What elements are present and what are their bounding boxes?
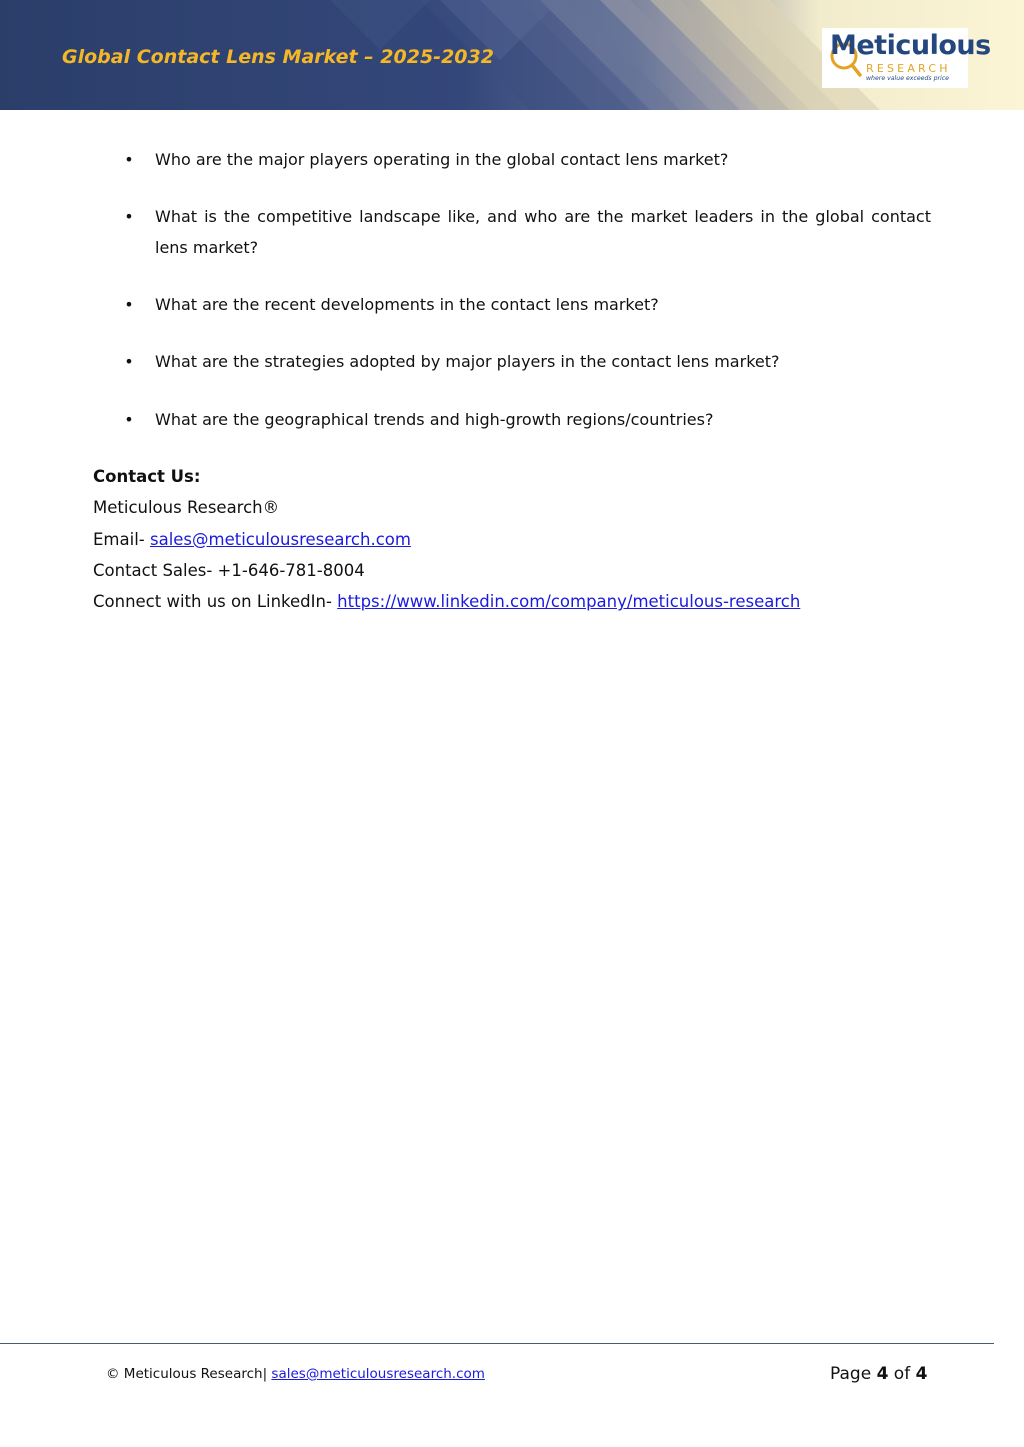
email-line <box>93 524 953 555</box>
bullet: • <box>124 410 134 429</box>
linkedin-link[interactable]: https://www.linkedin.com/company/meticulous-research <box>337 592 801 612</box>
page-number <box>830 1364 927 1384</box>
page-prefix: Page <box>830 1364 877 1384</box>
logo-tagline: where value exceeds price <box>866 75 949 82</box>
bullet: • <box>124 207 134 226</box>
question-text: Who are the major players operating in the global contact lens market? <box>155 150 729 169</box>
question-text: What are the recent developments in the contact lens market? <box>155 295 659 314</box>
logo-wordmark: Meticulous <box>830 30 991 61</box>
total-pages: 4 <box>915 1364 928 1384</box>
bullet: • <box>124 295 134 314</box>
meticulous-research-logo <box>822 28 991 88</box>
report-title: Global Contact Lens Market – 2025-2032 <box>62 46 494 68</box>
contact-heading: Contact Us: <box>93 467 201 486</box>
contact-section <box>93 461 953 617</box>
copyright-text: © Meticulous Research| <box>106 1366 272 1382</box>
question-text: What are the geographical trends and high-growth regions/countries? <box>155 410 714 429</box>
email-link[interactable]: sales@meticulousresearch.com <box>149 529 411 549</box>
footer-copyright <box>106 1366 485 1382</box>
bullet: • <box>124 352 134 371</box>
bullet: • <box>124 150 134 169</box>
email-label: Email- <box>93 529 150 549</box>
question-text: What is the competitive landscape like, and who are the market leaders in the global contact lens market? <box>155 207 931 257</box>
logo-subtitle: RESEARCH <box>866 62 951 75</box>
sales-phone: Contact Sales- +1-646-781-8004 <box>93 560 365 580</box>
company-name: Meticulous Research® <box>93 498 280 518</box>
current-page: 4 <box>876 1364 889 1384</box>
footer-email-link[interactable]: sales@meticulousresearch.com <box>271 1366 485 1382</box>
linkedin-label: Connect with us on LinkedIn- <box>93 592 338 612</box>
linkedin-line <box>93 586 953 617</box>
footer-divider <box>0 1343 994 1344</box>
page-of: of <box>888 1364 916 1384</box>
question-text: What are the strategies adopted by major players in the contact lens market? <box>155 352 780 371</box>
header-banner <box>0 0 1024 110</box>
